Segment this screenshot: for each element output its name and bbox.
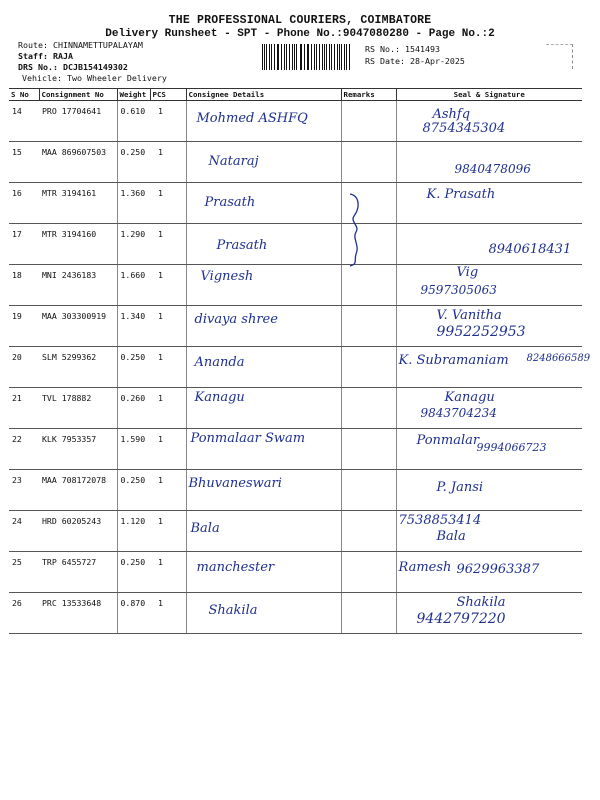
- barcode-bar: [344, 44, 345, 70]
- row-consignment-no: MTR 3194161: [39, 183, 117, 224]
- row-seal-signature: [396, 388, 582, 429]
- col-header-seal: Seal & Signature: [396, 89, 582, 101]
- barcode-bar: [296, 44, 297, 70]
- barcode-bar: [329, 44, 330, 70]
- row-remarks: [341, 101, 396, 142]
- staff-line: [18, 51, 73, 62]
- rs-no-value: 1541493: [404, 44, 440, 54]
- runsheet-subtitle: Delivery Runsheet - SPT - Phone No.:9047080280 - Page No.:2: [105, 28, 495, 40]
- table-row: [9, 142, 582, 183]
- row-seal-signature: [396, 265, 582, 306]
- handwritten-consignee-name: manchester: [196, 560, 275, 575]
- row-sno: 20: [9, 347, 39, 388]
- row-sno: 15: [9, 142, 39, 183]
- row-remarks: [341, 142, 396, 183]
- row-seal-signature: [396, 347, 591, 388]
- row-sno: 26: [9, 593, 39, 634]
- barcode-bar: [314, 44, 315, 70]
- barcode-bar: [284, 44, 285, 70]
- handwritten-phone-number: 9629963387: [456, 562, 540, 577]
- handwritten-consignee-name: Bhuvaneswari: [188, 476, 282, 491]
- row-remarks: [341, 388, 396, 429]
- row-seal-signature: [396, 101, 582, 142]
- handwritten-phone-number: 9840478096: [454, 162, 531, 176]
- row-consignee-details: [186, 347, 341, 388]
- barcode-bar: [326, 44, 327, 70]
- route-line: [18, 40, 143, 51]
- row-remarks: [341, 429, 396, 470]
- row-pcs: 1: [150, 183, 186, 224]
- handwritten-signature: P. Jansi: [436, 480, 484, 495]
- col-header-remarks: Remarks: [341, 89, 396, 101]
- col-header-pcs: PCS: [150, 89, 186, 101]
- rs-date-value: 28-Apr-2025: [409, 56, 465, 66]
- row-consignee-details: [186, 306, 341, 347]
- table-row: [9, 101, 582, 142]
- barcode-bar: [292, 44, 293, 70]
- row-remarks: [341, 511, 396, 552]
- row-consignment-no: MNI 2436183: [39, 265, 117, 306]
- row-sno: 16: [9, 183, 39, 224]
- barcode-bar: [274, 44, 275, 70]
- table-row: [9, 429, 582, 470]
- row-weight: 0.250: [117, 142, 150, 183]
- row-sno: 22: [9, 429, 39, 470]
- remarks-brace-mark: [346, 192, 366, 268]
- row-consignee-details: [186, 470, 341, 511]
- row-seal-signature: [396, 183, 582, 224]
- row-seal-signature: [396, 224, 582, 265]
- rs-no-label: RS No.:: [365, 44, 400, 54]
- row-weight: 1.590: [117, 429, 150, 470]
- row-sno: 18: [9, 265, 39, 306]
- table-row: [9, 511, 582, 552]
- table-row: [9, 224, 582, 265]
- row-seal-signature: [396, 593, 582, 634]
- vehicle-line: [22, 73, 167, 84]
- handwritten-signature: Vig: [456, 265, 479, 280]
- handwritten-signature: Kanagu: [444, 390, 495, 405]
- rs-date-line: [365, 56, 465, 67]
- barcode-bar: [281, 44, 282, 70]
- handwritten-signature: K. Subramaniam: [398, 353, 509, 368]
- row-consignment-no: MTR 3194160: [39, 224, 117, 265]
- staff-value: RAJA: [52, 51, 73, 61]
- row-weight: 0.610: [117, 101, 150, 142]
- company-title: THE PROFESSIONAL COURIERS, COIMBATORE: [168, 14, 432, 27]
- row-remarks: [341, 470, 396, 511]
- row-pcs: 1: [150, 101, 186, 142]
- row-pcs: 1: [150, 142, 186, 183]
- handwritten-phone-number: 8940618431: [488, 242, 572, 257]
- table-row: [9, 265, 582, 306]
- col-header-sno: S No: [9, 89, 39, 101]
- barcode-bar: [269, 44, 270, 70]
- handwritten-consignee-name: Ananda: [194, 355, 245, 370]
- staff-label: Staff:: [18, 51, 48, 61]
- cut-mark: [546, 44, 573, 69]
- row-pcs: 1: [150, 470, 186, 511]
- route-value: CHINNAMETTUPALAYAM: [52, 40, 143, 50]
- row-weight: 1.120: [117, 511, 150, 552]
- row-sno: 19: [9, 306, 39, 347]
- row-consignee-details: [186, 265, 341, 306]
- handwritten-phone-number: 7538853414: [398, 513, 482, 528]
- row-consignment-no: HRD 60205243: [39, 511, 117, 552]
- handwritten-consignee-name: Prasath: [216, 238, 268, 253]
- row-pcs: 1: [150, 265, 186, 306]
- row-consignment-no: SLM 5299362: [39, 347, 117, 388]
- col-header-consignment: Consignment No: [39, 89, 117, 101]
- handwritten-consignee-name: Vignesh: [200, 269, 254, 284]
- row-remarks: [341, 265, 396, 306]
- row-consignment-no: MAA 869607503: [39, 142, 117, 183]
- row-consignment-no: KLK 7953357: [39, 429, 117, 470]
- handwritten-consignee-name: Mohmed ASHFQ: [196, 111, 308, 126]
- barcode-bar: [301, 44, 302, 70]
- row-weight: 1.360: [117, 183, 150, 224]
- table-row: [9, 552, 582, 593]
- row-sno: 21: [9, 388, 39, 429]
- row-pcs: 1: [150, 552, 186, 593]
- handwritten-signature: Shakila: [456, 595, 506, 610]
- row-pcs: 1: [150, 347, 186, 388]
- handwritten-consignee-name: Shakila: [208, 603, 258, 618]
- row-remarks: [341, 306, 396, 347]
- barcode-bar: [322, 44, 323, 70]
- handwritten-phone-number: 8754345304: [422, 121, 506, 136]
- drs-value: DCJB154149302: [62, 62, 128, 72]
- row-consignment-no: TRP 6455727: [39, 552, 117, 593]
- handwritten-consignee-name: Bala: [190, 521, 220, 536]
- row-remarks: [341, 347, 396, 388]
- row-sno: 17: [9, 224, 39, 265]
- row-consignment-no: TVL 178882: [39, 388, 117, 429]
- handwritten-consignee-name: Ponmalaar Swam: [190, 431, 306, 446]
- row-sno: 25: [9, 552, 39, 593]
- row-consignment-no: PRC 13533648: [39, 593, 117, 634]
- handwritten-signature: Ramesh: [398, 560, 452, 575]
- row-seal-signature: [396, 306, 582, 347]
- row-pcs: 1: [150, 511, 186, 552]
- row-seal-signature: [396, 470, 582, 511]
- row-consignment-no: MAA 708172078: [39, 470, 117, 511]
- handwritten-phone-number: 9442797220: [416, 611, 506, 627]
- table-row: [9, 347, 582, 388]
- row-consignee-details: [186, 101, 341, 142]
- row-consignee-details: [186, 183, 341, 224]
- row-seal-signature: [396, 552, 582, 593]
- col-header-consignee: Consignee Details: [186, 89, 341, 101]
- barcode-bar: [346, 44, 347, 70]
- rs-no-line: [365, 44, 440, 55]
- row-weight: 0.260: [117, 388, 150, 429]
- row-weight: 0.250: [117, 470, 150, 511]
- handwritten-phone-number: 9952252953: [436, 324, 526, 340]
- row-sno: 24: [9, 511, 39, 552]
- barcode-bar: [262, 44, 263, 70]
- handwritten-signature: K. Prasath: [426, 187, 496, 202]
- row-consignment-no: PRO 17704641: [39, 101, 117, 142]
- row-weight: 0.250: [117, 347, 150, 388]
- row-weight: 1.340: [117, 306, 150, 347]
- table-row: [9, 593, 582, 634]
- table-row: [9, 306, 582, 347]
- row-pcs: 1: [150, 388, 186, 429]
- row-consignment-no: MAA 303300919: [39, 306, 117, 347]
- handwritten-phone-number: 9843704234: [420, 406, 497, 420]
- handwritten-signature: Ponmalar: [416, 433, 480, 448]
- handwritten-phone-number: 9994066723: [476, 441, 547, 454]
- runsheet-table: [9, 88, 591, 634]
- row-weight: 1.660: [117, 265, 150, 306]
- row-weight: 1.290: [117, 224, 150, 265]
- row-consignee-details: [186, 429, 341, 470]
- barcode-image: [262, 44, 352, 70]
- row-consignee-details: [186, 593, 341, 634]
- drs-label: DRS No.:: [18, 62, 58, 72]
- row-remarks: [341, 593, 396, 634]
- row-consignee-details: [186, 142, 341, 183]
- row-sno: 14: [9, 101, 39, 142]
- col-header-weight: Weight: [117, 89, 150, 101]
- handwritten-consignee-name: Kanagu: [194, 390, 245, 405]
- drs-line: [18, 62, 128, 73]
- row-consignee-details: [186, 511, 341, 552]
- row-seal-signature: [396, 511, 582, 552]
- row-weight: 0.250: [117, 552, 150, 593]
- handwritten-signature: Ashfq: [432, 107, 471, 122]
- handwritten-phone-number: 9597305063: [420, 283, 497, 297]
- row-remarks: [341, 552, 396, 593]
- handwritten-signature: Bala: [436, 529, 466, 544]
- handwritten-consignee-name: divaya shree: [194, 312, 278, 327]
- barcode-bar: [337, 44, 338, 70]
- route-label: Route:: [18, 40, 48, 50]
- row-seal-signature: [396, 429, 582, 470]
- vehicle-value: Two Wheeler Delivery: [66, 73, 167, 83]
- vehicle-label: Vehicle:: [22, 73, 62, 83]
- row-pcs: 1: [150, 593, 186, 634]
- row-consignee-details: [186, 552, 341, 593]
- row-pcs: 1: [150, 429, 186, 470]
- handwritten-phone-number: 8248666589: [526, 353, 591, 364]
- table-row: [9, 470, 582, 511]
- row-consignee-details: [186, 388, 341, 429]
- barcode-bar: [308, 44, 309, 70]
- rs-date-label: RS Date:: [365, 56, 405, 66]
- table-row: [9, 388, 582, 429]
- row-consignee-details: [186, 224, 341, 265]
- row-seal-signature: [396, 142, 582, 183]
- handwritten-signature: V. Vanitha: [436, 308, 502, 323]
- handwritten-consignee-name: Nataraj: [208, 154, 259, 169]
- table-header-row: [9, 89, 582, 101]
- row-sno: 23: [9, 470, 39, 511]
- handwritten-consignee-name: Prasath: [204, 195, 256, 210]
- table-row: [9, 183, 582, 224]
- row-weight: 0.870: [117, 593, 150, 634]
- row-pcs: 1: [150, 224, 186, 265]
- table-body: [9, 101, 591, 634]
- row-pcs: 1: [150, 306, 186, 347]
